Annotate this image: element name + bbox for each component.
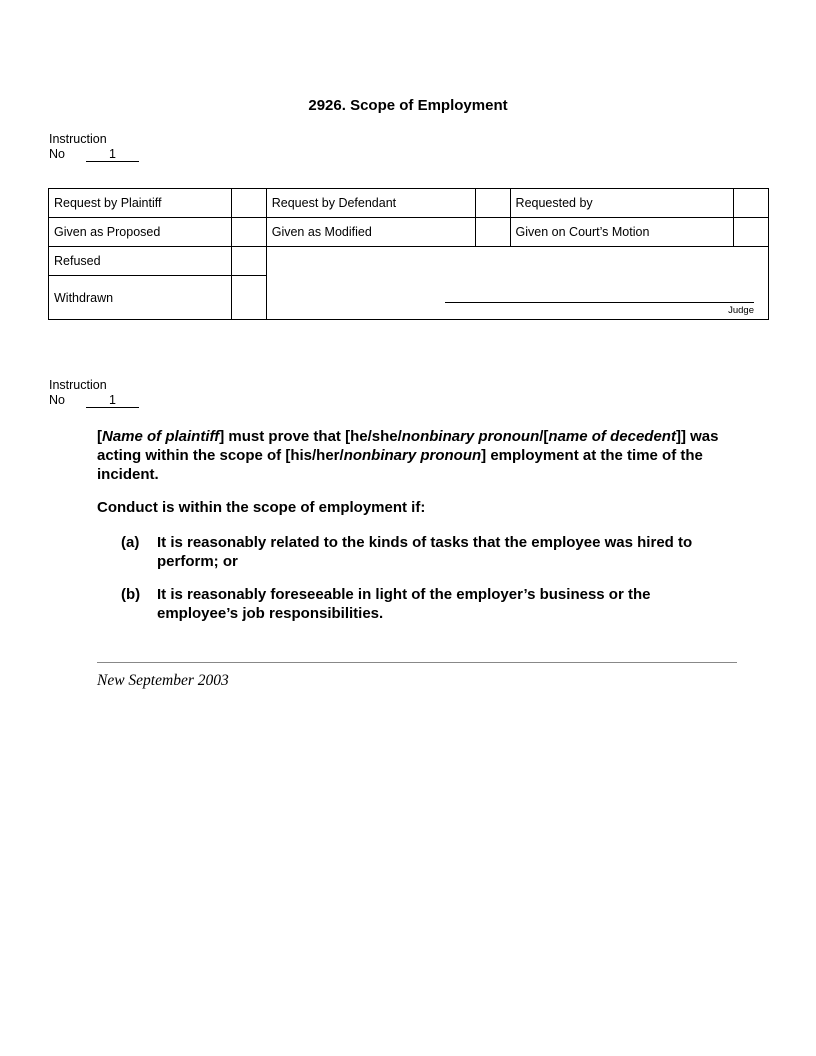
request-row (49, 189, 769, 218)
instruction-no-line (49, 393, 139, 408)
request-by-defendant-checkbox[interactable] (475, 189, 510, 218)
section-divider (97, 662, 737, 663)
request-by-defendant-label: Request by Defendant (266, 189, 475, 218)
judge-signature-area (266, 247, 768, 320)
list-item (121, 585, 721, 623)
request-status-table (48, 188, 769, 320)
instruction-no-label: No (49, 393, 65, 407)
placeholder-nonbinary-pronoun: nonbinary pronoun (343, 447, 482, 464)
instruction-paragraph-1 (97, 427, 737, 484)
list-item (121, 533, 721, 571)
instruction-no-line (49, 147, 139, 162)
refused-label: Refused (49, 247, 232, 276)
history-note: New September 2003 (97, 672, 229, 689)
refused-checkbox[interactable] (231, 247, 266, 276)
list-item-text: It is reasonably foreseeable in light of the employer’s business or the employee’s job responsibilities. (157, 586, 651, 622)
document-title: 2926. Scope of Employment (308, 97, 508, 114)
instruction-number-block-bottom (49, 378, 139, 408)
instruction-label: Instruction (49, 132, 107, 146)
instruction-number-block-top (49, 132, 139, 162)
instruction-label: Instruction (49, 378, 107, 392)
instruction-paragraph-2: Conduct is within the scope of employment if: (97, 499, 426, 516)
placeholder-nonbinary-pronoun: nonbinary pronoun (401, 428, 540, 445)
given-as-proposed-label: Given as Proposed (49, 218, 232, 247)
judge-label: Judge (728, 305, 754, 316)
list-item-text: It is reasonably related to the kinds of tasks that the employee was hired to perform; or (157, 534, 693, 570)
given-on-courts-motion-checkbox[interactable] (734, 218, 769, 247)
given-as-proposed-checkbox[interactable] (231, 218, 266, 247)
refused-row (49, 247, 769, 276)
list-item-label: (b) (121, 586, 141, 603)
text-segment: ] employment at the time of the incident. (97, 447, 703, 483)
requested-by-checkbox[interactable] (734, 189, 769, 218)
request-by-plaintiff-label: Request by Plaintiff (49, 189, 232, 218)
text-segment: ] must prove that [he/she/ (219, 428, 402, 445)
text-segment: [ (97, 428, 102, 445)
list-item-label: (a) (121, 534, 140, 551)
instruction-no-value: 1 (86, 393, 139, 408)
judge-signature-line[interactable] (445, 302, 754, 303)
placeholder-name-of-decedent: name of decedent (548, 428, 676, 445)
text-segment: ]] was acting within the scope of [his/her/ (97, 428, 719, 464)
request-by-plaintiff-checkbox[interactable] (231, 189, 266, 218)
given-as-modified-checkbox[interactable] (475, 218, 510, 247)
placeholder-name-of-plaintiff: Name of plaintiff (102, 428, 220, 445)
given-as-modified-label: Given as Modified (266, 218, 475, 247)
text-segment: /[ (539, 428, 549, 445)
requested-by-label: Requested by (510, 189, 733, 218)
instruction-no-value: 1 (86, 147, 139, 162)
instruction-no-label: No (49, 147, 65, 161)
withdrawn-label: Withdrawn (49, 276, 232, 320)
given-on-courts-motion-label: Given on Court’s Motion (510, 218, 733, 247)
given-row (49, 218, 769, 247)
withdrawn-checkbox[interactable] (231, 276, 266, 320)
